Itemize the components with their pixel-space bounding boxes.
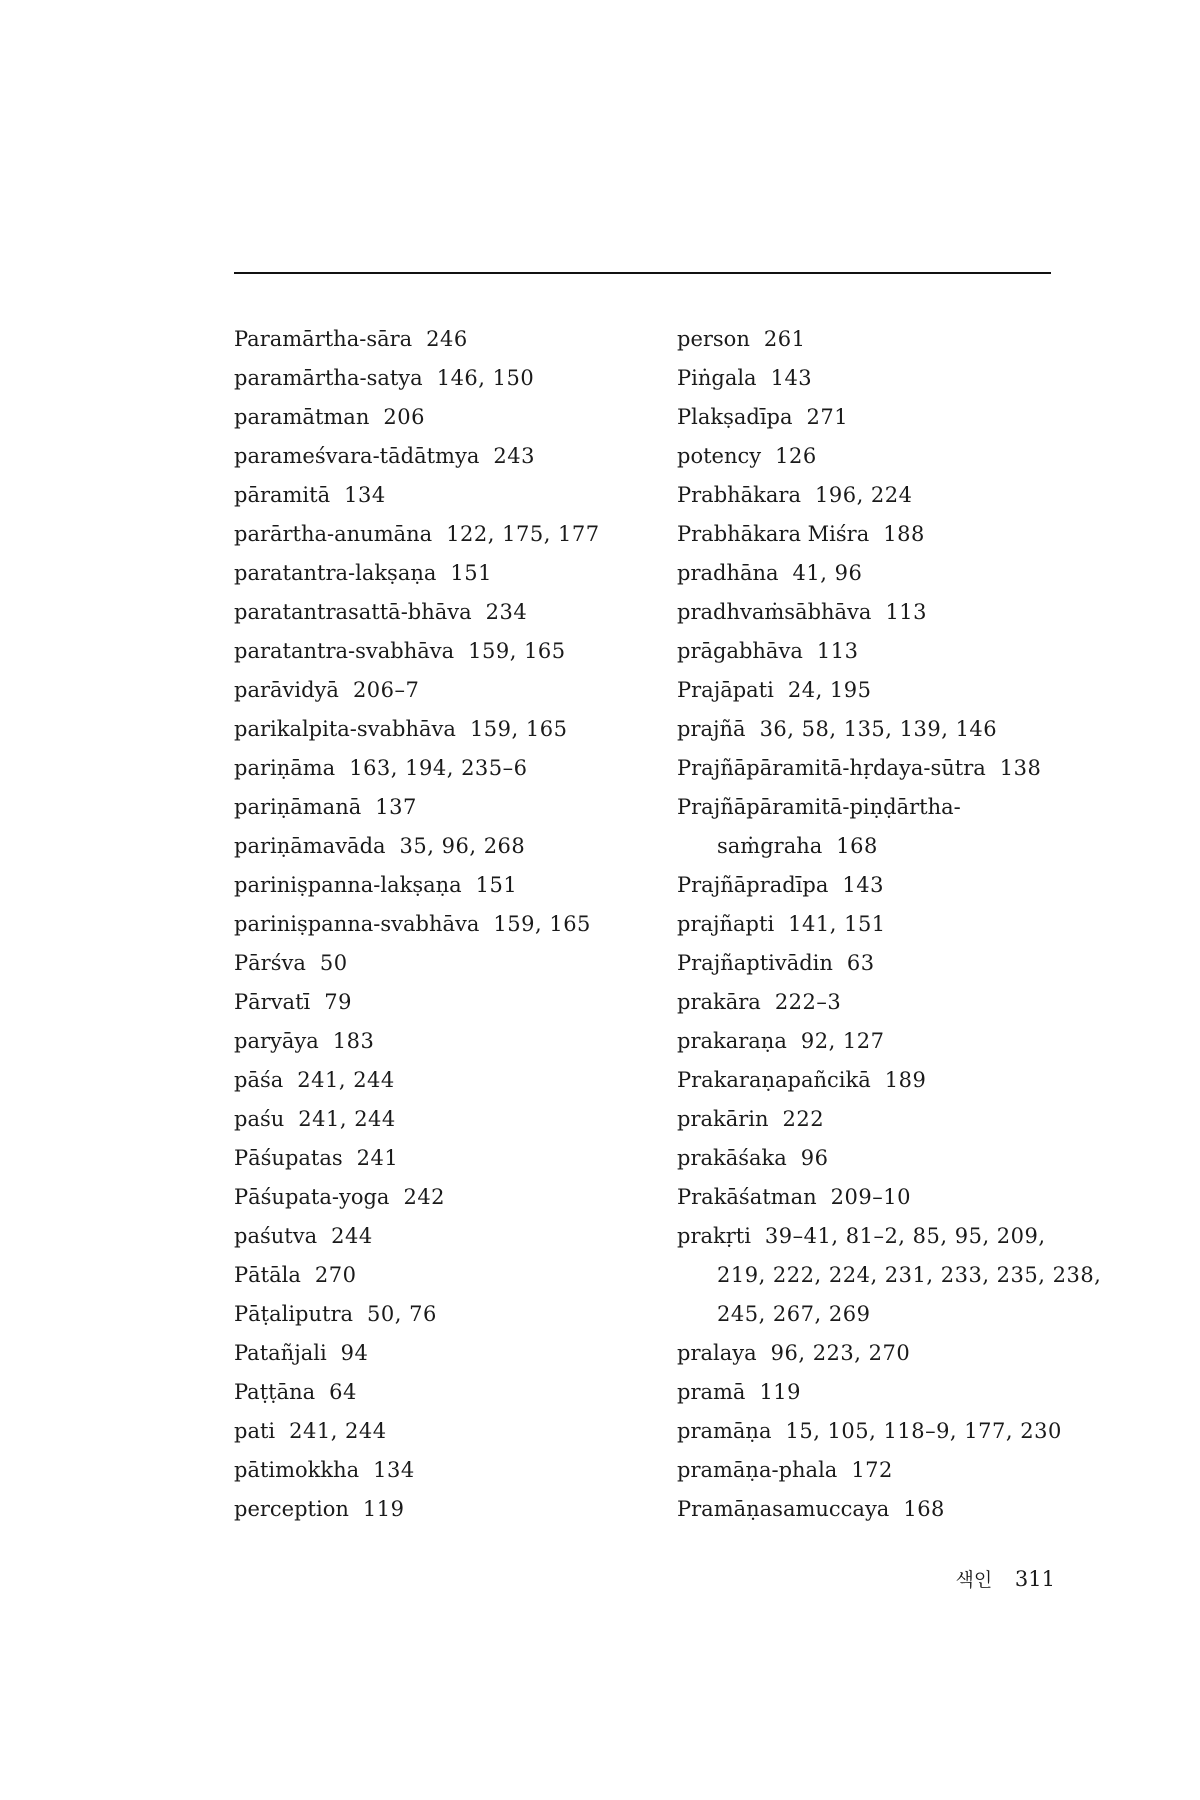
index-entry xyxy=(677,593,1077,632)
index-term: prakāra xyxy=(677,990,761,1014)
index-entry xyxy=(677,1334,1077,1373)
index-term: Plakṣadīpa xyxy=(677,405,793,429)
index-term: perception xyxy=(234,1497,349,1521)
index-term: Prajāpati xyxy=(677,678,774,702)
index-term: Prajñāpāramitā-piṇḍārtha- xyxy=(677,795,961,819)
index-pages: 168 xyxy=(903,1497,945,1521)
index-entry xyxy=(234,866,654,905)
header-rule xyxy=(234,272,1051,274)
footer-label: 색인 xyxy=(955,1569,993,1591)
index-entry xyxy=(677,866,1077,905)
index-term: paratantra-svabhāva xyxy=(234,639,455,663)
index-entry xyxy=(677,1373,1077,1412)
index-term: paramārtha-satya xyxy=(234,366,423,390)
index-term: Prakāśatman xyxy=(677,1185,817,1209)
index-term: prajñā xyxy=(677,717,746,741)
index-pages: 241, 244 xyxy=(298,1107,396,1131)
index-pages: 143 xyxy=(842,873,884,897)
index-term: parārtha-anumāna xyxy=(234,522,433,546)
index-entry xyxy=(677,983,1077,1022)
index-term: pātimokkha xyxy=(234,1458,360,1482)
index-entry xyxy=(677,671,1077,710)
index-term: Pātāla xyxy=(234,1263,301,1287)
index-entry xyxy=(234,1334,654,1373)
index-pages: 243 xyxy=(493,444,535,468)
index-entry xyxy=(677,710,1077,749)
index-entry xyxy=(234,1451,654,1490)
index-entry xyxy=(234,398,654,437)
index-entry xyxy=(234,632,654,671)
index-entry xyxy=(234,1373,654,1412)
index-entry xyxy=(677,827,1077,866)
index-pages: 41, 96 xyxy=(792,561,863,585)
index-pages: 234 xyxy=(485,600,528,624)
index-entry xyxy=(677,359,1077,398)
index-pages: 79 xyxy=(324,990,352,1014)
index-term: Pāśupata-yoga xyxy=(234,1185,390,1209)
index-pages: 183 xyxy=(332,1029,375,1053)
index-pages: 119 xyxy=(759,1380,802,1404)
index-pages: 245, 267, 269 xyxy=(717,1302,871,1326)
index-pages: 119 xyxy=(362,1497,405,1521)
index-pages: 206–7 xyxy=(352,678,420,702)
index-term: pariṇāma xyxy=(234,756,336,780)
index-pages: 246 xyxy=(426,327,468,351)
index-entry xyxy=(234,827,654,866)
index-entry xyxy=(234,944,654,983)
index-column-left xyxy=(234,320,654,1529)
index-term: Patañjali xyxy=(234,1341,327,1365)
index-pages: 168 xyxy=(836,834,878,858)
index-pages: 159, 165 xyxy=(493,912,591,936)
index-pages: 146, 150 xyxy=(436,366,535,390)
index-term: pradhvaṁsābhāva xyxy=(677,600,872,624)
index-pages: 15, 105, 118–9, 177, 230 xyxy=(785,1419,1062,1443)
index-pages: 241 xyxy=(356,1146,399,1170)
index-entry xyxy=(234,1178,654,1217)
index-term: pāśa xyxy=(234,1068,284,1092)
index-entry xyxy=(677,1178,1077,1217)
index-term: paśu xyxy=(234,1107,285,1131)
index-term: prāgabhāva xyxy=(677,639,803,663)
index-pages: 261 xyxy=(763,327,806,351)
index-entry xyxy=(234,593,654,632)
index-pages: 113 xyxy=(885,600,928,624)
index-entry xyxy=(234,1412,654,1451)
index-pages: 242 xyxy=(403,1185,446,1209)
index-term: Prajñaptivādin xyxy=(677,951,833,975)
index-pages: 137 xyxy=(375,795,417,819)
index-entry xyxy=(677,944,1077,983)
index-term: pariṇāmavāda xyxy=(234,834,386,858)
index-entry xyxy=(234,983,654,1022)
index-pages: 94 xyxy=(340,1341,369,1365)
index-entry xyxy=(234,749,654,788)
index-entry xyxy=(234,320,654,359)
index-entry xyxy=(234,1256,654,1295)
index-pages: 134 xyxy=(344,483,386,507)
index-pages: 50 xyxy=(319,951,348,975)
index-pages: 36, 58, 135, 139, 146 xyxy=(759,717,998,741)
index-term: parameśvara-tādātmya xyxy=(234,444,480,468)
index-term: paratantra-lakṣaṇa xyxy=(234,561,437,585)
index-term: pariṇāmanā xyxy=(234,795,362,819)
index-entry xyxy=(677,320,1077,359)
index-term: Piṅgala xyxy=(677,366,757,390)
index-pages: 63 xyxy=(846,951,875,975)
index-entry xyxy=(677,788,1077,827)
index-pages: 141, 151 xyxy=(788,912,886,936)
index-pages: 159, 165 xyxy=(469,717,568,741)
index-term: pariniṣpanna-svabhāva xyxy=(234,912,480,936)
index-entry xyxy=(677,1100,1077,1139)
index-term: Pāṭaliputra xyxy=(234,1302,354,1326)
index-entry xyxy=(677,1061,1077,1100)
index-entry xyxy=(677,554,1077,593)
index-entry xyxy=(234,554,654,593)
index-pages: 222 xyxy=(782,1107,825,1131)
index-term: parikalpita-svabhāva xyxy=(234,717,456,741)
index-term: paśutva xyxy=(234,1224,318,1248)
index-entry xyxy=(677,515,1077,554)
index-entry xyxy=(677,1139,1077,1178)
index-pages: 244 xyxy=(331,1224,373,1248)
index-term: Prajñāpradīpa xyxy=(677,873,829,897)
index-pages: 241, 244 xyxy=(289,1419,387,1443)
index-entry xyxy=(677,1451,1077,1490)
index-term: person xyxy=(677,327,750,351)
index-column-right xyxy=(677,320,1102,1529)
index-entry xyxy=(677,1217,1077,1256)
index-pages: 209–10 xyxy=(830,1185,911,1209)
index-pages: 138 xyxy=(999,756,1042,780)
index-term: pati xyxy=(234,1419,276,1443)
index-term: prajñapti xyxy=(677,912,775,936)
index-pages: 159, 165 xyxy=(468,639,566,663)
index-term: Prakaraṇapañcikā xyxy=(677,1068,871,1092)
index-pages: 151 xyxy=(475,873,518,897)
index-entry xyxy=(677,437,1077,476)
index-entry xyxy=(677,1295,1077,1334)
index-pages: 206 xyxy=(383,405,425,429)
index-term: pramāṇa xyxy=(677,1419,772,1443)
index-term: Prabhākara Miśra xyxy=(677,522,870,546)
index-entry xyxy=(234,671,654,710)
index-term: paratantrasattā-bhāva xyxy=(234,600,472,624)
index-term: Pramāṇasamuccaya xyxy=(677,1497,890,1521)
index-entry xyxy=(234,515,654,554)
index-term: Paramārtha-sāra xyxy=(234,327,413,351)
index-term: pariniṣpanna-lakṣaṇa xyxy=(234,873,462,897)
index-term: parāvidyā xyxy=(234,678,339,702)
index-entry xyxy=(234,476,654,515)
page-number: 311 xyxy=(1014,1567,1055,1591)
index-entry xyxy=(234,1217,654,1256)
index-term: potency xyxy=(677,444,762,468)
index-pages: 96 xyxy=(800,1146,829,1170)
index-entry xyxy=(677,1490,1077,1529)
index-pages: 271 xyxy=(806,405,849,429)
index-term: Pāśupatas xyxy=(234,1146,343,1170)
index-term: prakaraṇa xyxy=(677,1029,787,1053)
index-pages: 50, 76 xyxy=(367,1302,437,1326)
index-term: saṁgraha xyxy=(717,834,823,858)
index-pages: 196, 224 xyxy=(814,483,913,507)
index-term: pradhāna xyxy=(677,561,779,585)
index-term: Pārśva xyxy=(234,951,306,975)
index-term: pramāṇa-phala xyxy=(677,1458,838,1482)
index-pages: 189 xyxy=(884,1068,927,1092)
index-term: Pārvatī xyxy=(234,990,311,1014)
index-pages: 222–3 xyxy=(774,990,842,1014)
index-pages: 113 xyxy=(816,639,859,663)
index-pages: 126 xyxy=(775,444,817,468)
index-term: prakāśaka xyxy=(677,1146,787,1170)
index-entry xyxy=(234,1139,654,1178)
index-entry xyxy=(677,476,1077,515)
index-pages: 241, 244 xyxy=(297,1068,395,1092)
index-pages: 143 xyxy=(770,366,813,390)
index-entry xyxy=(234,359,654,398)
index-entry xyxy=(677,1412,1077,1451)
index-term: pāramitā xyxy=(234,483,331,507)
index-term: pralaya xyxy=(677,1341,757,1365)
index-pages: 92, 127 xyxy=(800,1029,885,1053)
index-term: prakārin xyxy=(677,1107,769,1131)
index-entry xyxy=(234,710,654,749)
index-entry xyxy=(234,1022,654,1061)
index-pages: 122, 175, 177 xyxy=(446,522,600,546)
index-pages: 163, 194, 235–6 xyxy=(349,756,528,780)
index-pages: 270 xyxy=(314,1263,357,1287)
index-pages: 134 xyxy=(373,1458,415,1482)
index-pages: 151 xyxy=(450,561,492,585)
index-entry xyxy=(677,1256,1102,1295)
index-pages: 219, 222, 224, 231, 233, 235, 238, xyxy=(717,1263,1102,1287)
index-pages: 24, 195 xyxy=(787,678,872,702)
index-term: Prajñāpāramitā-hṛdaya-sūtra xyxy=(677,756,986,780)
index-pages: 188 xyxy=(883,522,925,546)
index-entry xyxy=(234,788,654,827)
index-entry xyxy=(677,749,1077,788)
index-pages: 172 xyxy=(851,1458,893,1482)
index-entry xyxy=(677,632,1077,671)
index-entry xyxy=(677,398,1077,437)
index-pages: 35, 96, 268 xyxy=(399,834,526,858)
index-term: paramātman xyxy=(234,405,370,429)
index-term: Paṭṭāna xyxy=(234,1380,316,1404)
index-entry xyxy=(234,1100,654,1139)
index-entry xyxy=(234,1061,654,1100)
index-term: prakṛti xyxy=(677,1224,751,1248)
index-pages: 64 xyxy=(329,1380,357,1404)
index-term: paryāya xyxy=(234,1029,319,1053)
index-entry xyxy=(677,1022,1077,1061)
index-term: Prabhākara xyxy=(677,483,801,507)
index-entry xyxy=(234,1295,654,1334)
page-footer xyxy=(956,1565,1056,1592)
index-term: pramā xyxy=(677,1380,746,1404)
index-entry xyxy=(234,1490,654,1529)
index-entry xyxy=(677,905,1077,944)
index-pages: 96, 223, 270 xyxy=(770,1341,911,1365)
index-entry xyxy=(234,905,654,944)
index-pages: 39–41, 81–2, 85, 95, 209, xyxy=(764,1224,1046,1248)
index-entry xyxy=(234,437,654,476)
